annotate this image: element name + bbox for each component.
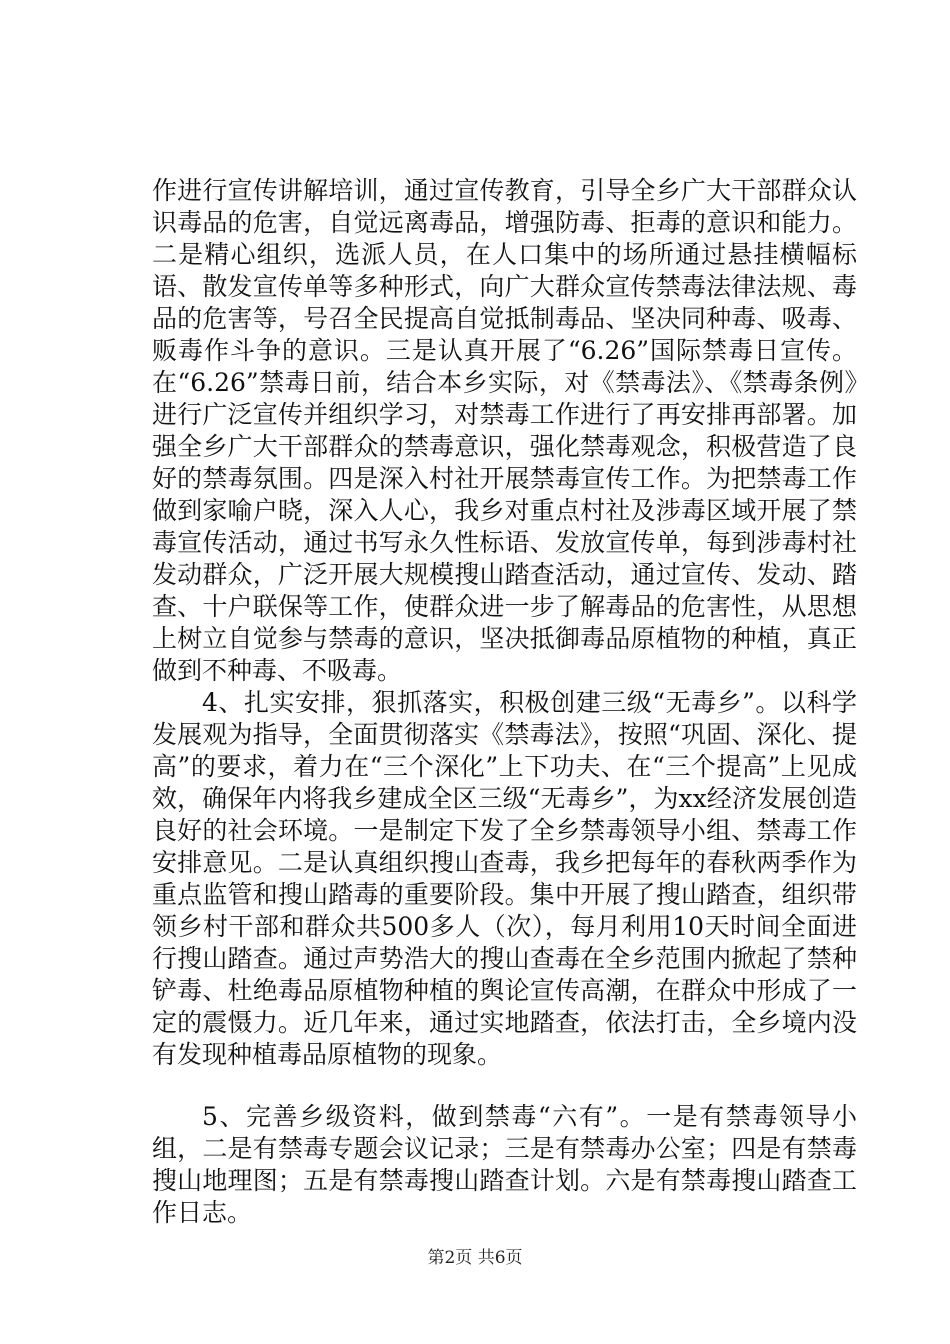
paragraph-item-4: 4、扎实安排，狠抓落实，积极创建三级“无毒乡”。以科学发展观为指导，全面贯彻落实《禁毒法》，按照“巩固、深化、提高”的要求，着力在“三个深化”上下功夫、在“三个提高”上见成效，确保年内将我乡建成全区三级“无毒乡”，为xx经济发展创造良好的社会环境。一是制定下发了全乡禁毒领导小组、禁毒工作安排意见。二是认真组织搜山查毒，我乡把每年的春秋两季作为重点监管和搜山踏毒的重要阶段。集中开展了搜山踏查，组织带领乡村干部和群众共500多人（次），每月利用10天时间全面进行搜山踏查。通过声势浩大的搜山查毒在全乡范围内掀起了禁种铲毒、杜绝毒品原植物种植的舆论宣传高潮，在群众中形成了一定的震慑力。近几年来，通过实地踏查，依法打击，全乡境内没有发现种植毒品原植物的现象。 xyxy=(152,688,857,1069)
paragraph-item-5: 5、完善乡级资料，做到禁毒“六有”。一是有禁毒领导小组，二是有禁毒专题会议记录；三是有禁毒办公室；四是有禁毒搜山地理图；五是有禁毒搜山踏查计划。六是有禁毒搜山踏查工作日志。 xyxy=(152,1102,857,1227)
paragraph-continued: 作进行宣传讲解培训，通过宣传教育，引导全乡广大干部群众认识毒品的危害，自觉远离毒品，增强防毒、拒毒的意识和能力。二是精心组织，选派人员，在人口集中的场所通过悬挂横幅标语、散发宣传单等多种形式，向广大群众宣传禁毒法律法规、毒品的危害等，号召全民提高自觉抵制毒品、坚决同种毒、吸毒、贩毒作斗争的意识。三是认真开展了“6.26”国际禁毒日宣传。在“6.26”禁毒日前，结合本乡实际，对《禁毒法》、《禁毒条例》进行广泛宣传并组织学习，对禁毒工作进行了再安排再部署。加强全乡广大干部群众的禁毒意识，强化禁毒观念，积极营造了良好的禁毒氛围。四是深入村社开展禁毒宣传工作。为把禁毒工作做到家喻户晓，深入人心，我乡对重点村社及涉毒区域开展了禁毒宣传活动，通过书写永久性标语、发放宣传单，每到涉毒村社发动群众，广泛开展大规模搜山踏查活动，通过宣传、发动、踏查、十户联保等工作，使群众进一步了解毒品的危害性，从思想上树立自觉参与禁毒的意识，坚决抵御毒品原植物的种植，真正做到不种毒、不吸毒。 xyxy=(152,176,857,685)
page-number-footer: 第2页 共6页 xyxy=(427,1248,523,1268)
document-body xyxy=(152,175,857,1229)
